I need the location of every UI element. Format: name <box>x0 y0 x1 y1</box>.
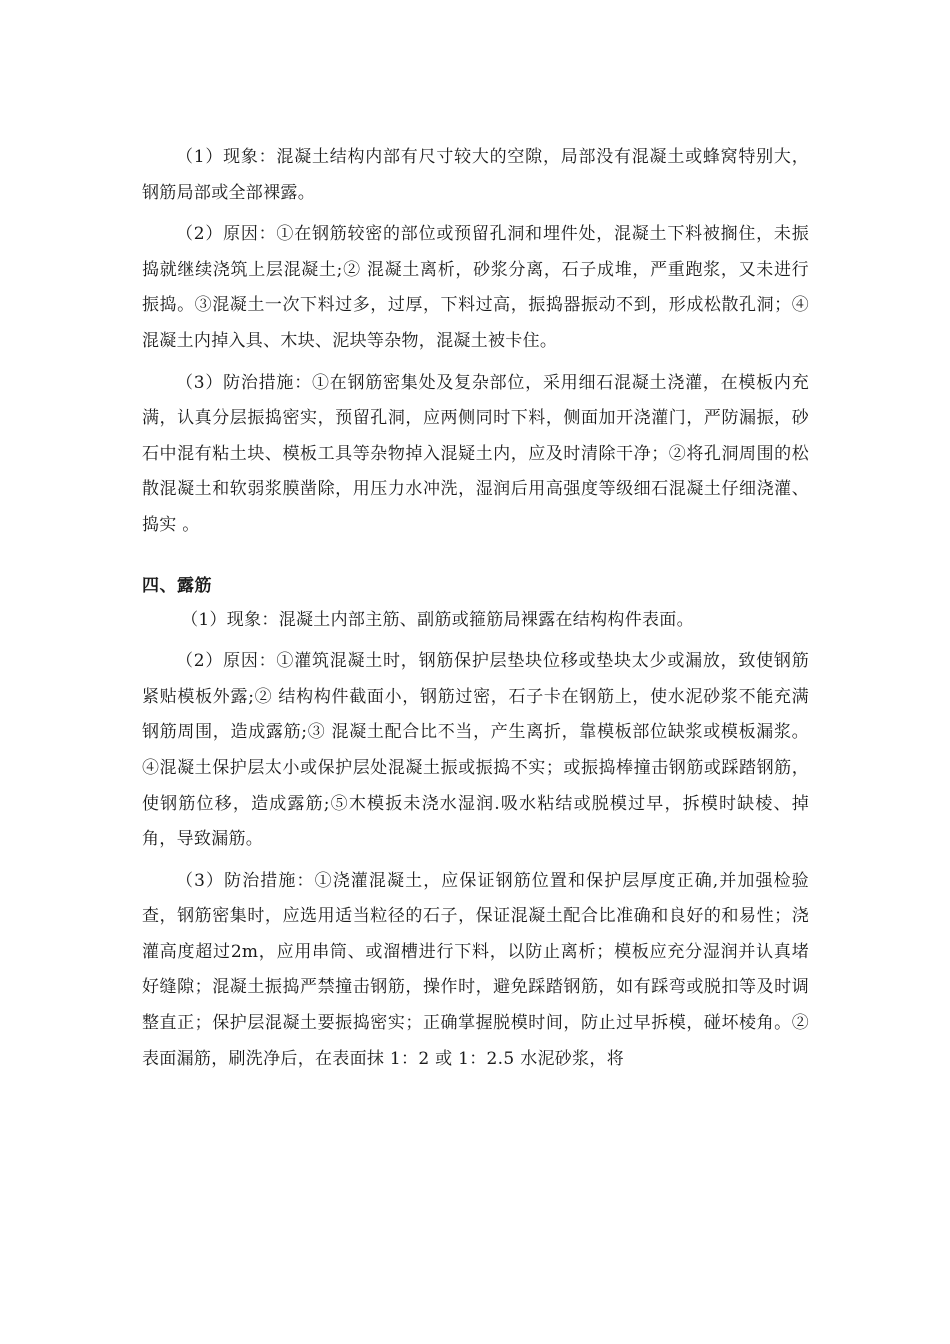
section-honeycomb-holes <box>142 140 809 544</box>
paragraph-cause: （2）原因：①灌筑混凝土时，钢筋保护层垫块位移或垫块太少或漏放，致使钢筋紧贴模板外露;② 结构构件截面小，钢筋过密，石子卡在钢筋上，使水泥砂浆不能充满钢筋周围，造成露筋;③ 混凝土配合比不当，产生离折，靠模板部位缺浆或模板漏浆。④混凝土保护层太小或保护层处混凝土振或振捣不实；或振捣棒撞击钢筋或踩踏钢筋，使钢筋位移，造成露筋;⑤木模扳未浇水湿润.吸水粘结或脱模过早，拆模时缺棱、掉角，导致漏筋。 <box>142 651 809 850</box>
paragraph-phenomenon: （1）现象：混凝土结构内部有尺寸较大的空隙，局部没有混凝土或蜂窝特别大，钢筋局部或全部裸露。 <box>142 147 809 203</box>
section-exposed-rebar <box>142 571 809 1078</box>
document-body <box>142 140 809 1077</box>
paragraph-prevention: （3）防治措施：①在钢筋密集处及复杂部位，采用细石混凝土浇灌，在模板内充满，认真分层振捣密实，预留孔洞，应两侧同时下料，侧面加开浇灌门，严防漏振，砂石中混有粘土块、模板工具等杂物掉入混疑土内，应及时清除干净；②将孔洞周围的松散混凝土和软弱浆膜凿除，用压力水冲洗，湿润后用高强度等级细石混凝土仔细浇灌、捣实 。 <box>142 372 809 535</box>
section-heading: 四、露筋 <box>142 575 212 596</box>
paragraph-prevention: （3）防治措施：①浇灌混凝土，应保证钢筋位置和保护层厚度正确,并加强检验查，钢筋密集时，应选用适当粒径的石子，保证混凝土配合比准确和良好的和易性；浇灌高度超过2m，应用串筒、或溜槽进行下料，以防止离析；模板应充分湿润并认真堵好缝隙；混凝土振捣严禁撞击钢筋，操作时，避免踩踏钢筋，如有踩弯或脱扣等及时调整直正；保护层混凝土要振捣密实；正确掌握脱模时间，防止过早拆模，碰坏棱角。②表面漏筋，刷洗净后，在表面抹 1：2 或 1：2.5 水泥砂浆，将 <box>142 870 809 1069</box>
paragraph-phenomenon: （1）现象：混凝土内部主筋、副筋或箍筋局裸露在结构构件表面。 <box>181 609 694 630</box>
paragraph-cause: （2）原因：①在钢筋较密的部位或预留孔洞和埋件处，混凝土下料被搁住，未振捣就继续浇筑上层混凝土;② 混凝土离析，砂浆分离，石子成堆，严重跑浆，又未进行振捣。③混凝土一次下料过多，过厚，下料过高，振捣器振动不到，形成松散孔洞；④ 混凝土内掉入具、木块、泥块等杂物，混凝土被卡住。 <box>142 224 809 351</box>
